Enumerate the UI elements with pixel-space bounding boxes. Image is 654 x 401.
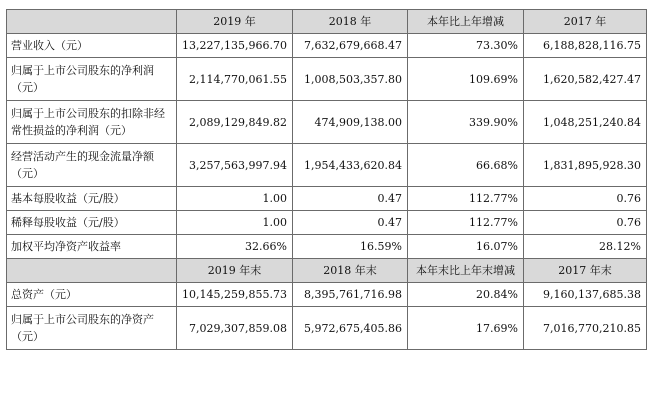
cell-2019: 2,114,770,061.55 [177, 58, 293, 101]
table-row [7, 34, 647, 58]
header-2018: 2018 年 [293, 10, 408, 34]
table-row [7, 283, 647, 307]
cell-2019-end: 7,029,307,859.08 [177, 307, 293, 350]
financial-summary-table [6, 9, 647, 350]
row-label: 加权平均净资产收益率 [7, 235, 177, 259]
cell-2018-end: 5,972,675,405.86 [293, 307, 408, 350]
table-row [7, 235, 647, 259]
row-label: 稀释每股收益（元/股） [7, 211, 177, 235]
header-2017: 2017 年 [524, 10, 647, 34]
header-change-end: 本年末比上年末增减 [408, 259, 524, 283]
header-2017-end: 2017 年末 [524, 259, 647, 283]
row-label: 经营活动产生的现金流量净额（元） [7, 144, 177, 187]
cell-change: 339.90% [408, 101, 524, 144]
cell-2017-end: 9,160,137,685.38 [524, 283, 647, 307]
cell-2019: 1.00 [177, 187, 293, 211]
cell-change-end: 20.84% [408, 283, 524, 307]
header-2019-end: 2019 年末 [177, 259, 293, 283]
table-row [7, 211, 647, 235]
table-row [7, 58, 647, 101]
cell-2019: 1.00 [177, 211, 293, 235]
header-row-year-end [7, 259, 647, 283]
cell-2019: 2,089,129,849.82 [177, 101, 293, 144]
cell-2019: 13,227,135,966.70 [177, 34, 293, 58]
header-2019: 2019 年 [177, 10, 293, 34]
cell-2018: 1,954,433,620.84 [293, 144, 408, 187]
header-2018-end: 2018 年末 [293, 259, 408, 283]
cell-2018: 0.47 [293, 211, 408, 235]
cell-2018: 474,909,138.00 [293, 101, 408, 144]
cell-2019: 32.66% [177, 235, 293, 259]
cell-2017: 0.76 [524, 211, 647, 235]
cell-2017-end: 7,016,770,210.85 [524, 307, 647, 350]
cell-change: 109.69% [408, 58, 524, 101]
header-blank-cell [7, 259, 177, 283]
cell-2017: 6,188,828,116.75 [524, 34, 647, 58]
header-blank-cell [7, 10, 177, 34]
row-label: 基本每股收益（元/股） [7, 187, 177, 211]
cell-change: 73.30% [408, 34, 524, 58]
cell-2018: 16.59% [293, 235, 408, 259]
header-row-annual [7, 10, 647, 34]
cell-change: 16.07% [408, 235, 524, 259]
cell-2017: 1,048,251,240.84 [524, 101, 647, 144]
cell-change-end: 17.69% [408, 307, 524, 350]
table-row [7, 144, 647, 187]
cell-2019: 3,257,563,997.94 [177, 144, 293, 187]
cell-2018: 7,632,679,668.47 [293, 34, 408, 58]
header-change: 本年比上年增减 [408, 10, 524, 34]
row-label: 归属于上市公司股东的净资产（元） [7, 307, 177, 350]
cell-2017: 0.76 [524, 187, 647, 211]
table-row [7, 101, 647, 144]
cell-change: 112.77% [408, 211, 524, 235]
cell-2018-end: 8,395,761,716.98 [293, 283, 408, 307]
cell-2017: 28.12% [524, 235, 647, 259]
cell-2017: 1,620,582,427.47 [524, 58, 647, 101]
table-row [7, 187, 647, 211]
row-label: 营业收入（元） [7, 34, 177, 58]
row-label: 归属于上市公司股东的净利润（元） [7, 58, 177, 101]
row-label: 总资产（元） [7, 283, 177, 307]
cell-2018: 0.47 [293, 187, 408, 211]
cell-2018: 1,008,503,357.80 [293, 58, 408, 101]
cell-change: 112.77% [408, 187, 524, 211]
table-row [7, 307, 647, 350]
cell-2017: 1,831,895,928.30 [524, 144, 647, 187]
cell-change: 66.68% [408, 144, 524, 187]
row-label: 归属于上市公司股东的扣除非经常性损益的净利润（元） [7, 101, 177, 144]
cell-2019-end: 10,145,259,855.73 [177, 283, 293, 307]
